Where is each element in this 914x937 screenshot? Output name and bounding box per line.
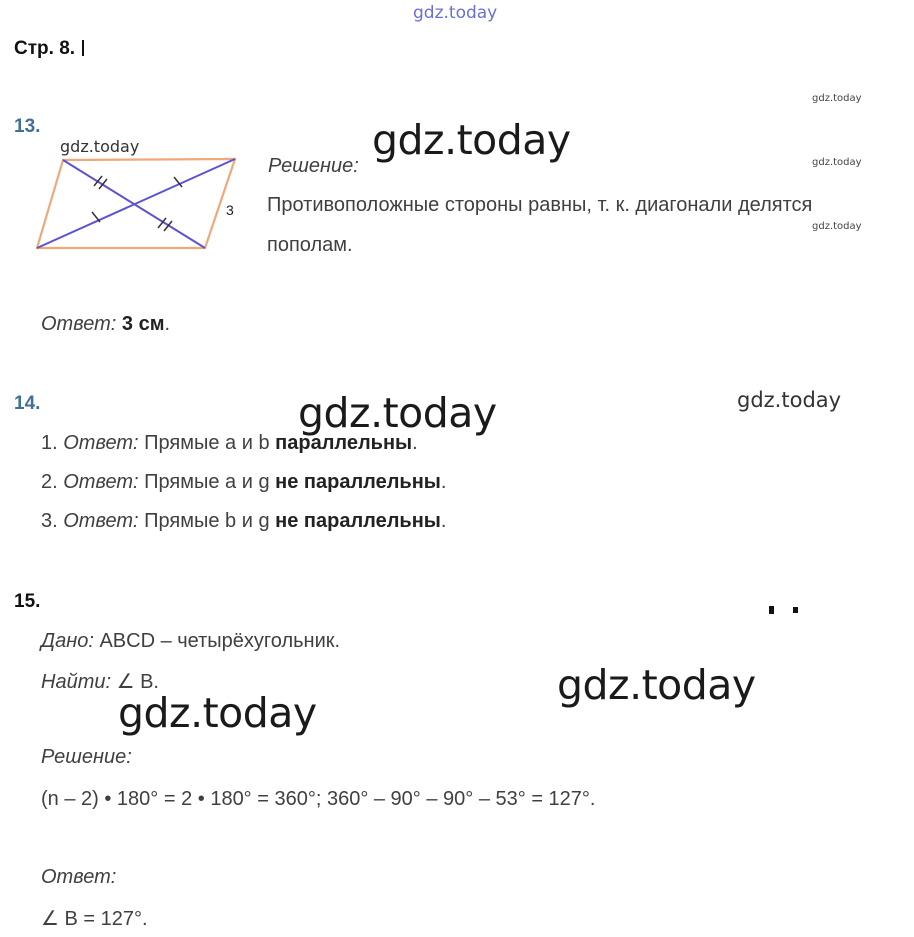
- watermark-mid-1: gdz.today: [737, 388, 842, 412]
- task-14-item-2: [41, 471, 446, 494]
- answer-label: Ответ:: [41, 313, 117, 335]
- given-text: ABCD – четырёхугольник.: [93, 630, 341, 652]
- task-15-solution-text: (n – 2) • 180° = 2 • 180° = 360°; 360° – 90° – 90° – 53° = 127°.: [41, 788, 596, 810]
- watermark-big-4: gdz.today: [118, 689, 317, 737]
- task-15-answer-label: [41, 866, 116, 889]
- find-text: ∠ B.: [111, 671, 159, 693]
- watermark-big-1: gdz.today: [372, 116, 571, 164]
- item-end: .: [440, 471, 447, 493]
- given-label: Дано:: [41, 630, 94, 652]
- cursor-mark: [82, 40, 84, 56]
- task-14-item-3: [41, 510, 446, 533]
- task-15-answer-text: ∠ B = 127°.: [41, 908, 148, 930]
- solution-label: Решение:: [268, 155, 359, 177]
- item-text: Прямые a и g: [138, 471, 276, 493]
- parallelogram-figure: [30, 152, 250, 257]
- watermark-small-3: gdz.today: [812, 221, 862, 232]
- item-bold: параллельны: [275, 432, 413, 454]
- task-14-number: 14.: [14, 393, 41, 414]
- item-bold: не параллельны: [275, 510, 441, 532]
- item-end: .: [440, 510, 447, 532]
- task-15-given: [41, 630, 340, 653]
- task-13-solution-line-1: Противоположные стороны равны, т. к. диагонали делятся: [267, 194, 813, 216]
- item-text: Прямые b и g: [138, 510, 276, 532]
- task-14-item-1: [41, 432, 418, 455]
- item-index: 2.: [41, 471, 58, 493]
- dot-mark: [793, 607, 798, 613]
- item-bold: не параллельны: [275, 471, 441, 493]
- item-index: 3.: [41, 510, 58, 532]
- item-answer-label: Ответ:: [63, 432, 139, 454]
- answer-value: 3 см: [121, 313, 165, 335]
- item-index: 1.: [41, 432, 58, 454]
- page-ref: [14, 38, 84, 60]
- find-label: Найти:: [41, 671, 112, 693]
- task-13-solution-line-2: пополам.: [267, 234, 353, 256]
- watermark-small-2: gdz.today: [812, 157, 862, 168]
- watermark-small-1: gdz.today: [812, 93, 862, 104]
- page-ref-text: Стр. 8.: [14, 38, 76, 59]
- dot-mark: [769, 606, 774, 614]
- item-end: .: [412, 432, 418, 454]
- watermark-big-2: gdz.today: [298, 389, 497, 437]
- figure-side-label: 3: [226, 202, 234, 218]
- item-text: Прямые a и b: [138, 432, 276, 454]
- decorative-dots: [769, 606, 798, 614]
- diagonal-2: [37, 159, 235, 248]
- solution-label: Решение:: [41, 746, 132, 768]
- watermark-big-3: gdz.today: [557, 661, 756, 709]
- answer-label: Ответ:: [41, 866, 117, 888]
- task-13-answer: [41, 313, 170, 336]
- item-answer-label: Ответ:: [63, 471, 139, 493]
- task-15-number: 15.: [14, 591, 41, 612]
- item-answer-label: Ответ:: [63, 510, 139, 532]
- task-13-solution-label: [268, 155, 359, 178]
- answer-end: .: [164, 313, 171, 335]
- task-13-number: 13.: [14, 116, 41, 137]
- task-15-solution-label: [41, 746, 132, 769]
- figure-watermark: gdz.today: [60, 137, 140, 156]
- top-watermark: gdz.today: [413, 3, 498, 23]
